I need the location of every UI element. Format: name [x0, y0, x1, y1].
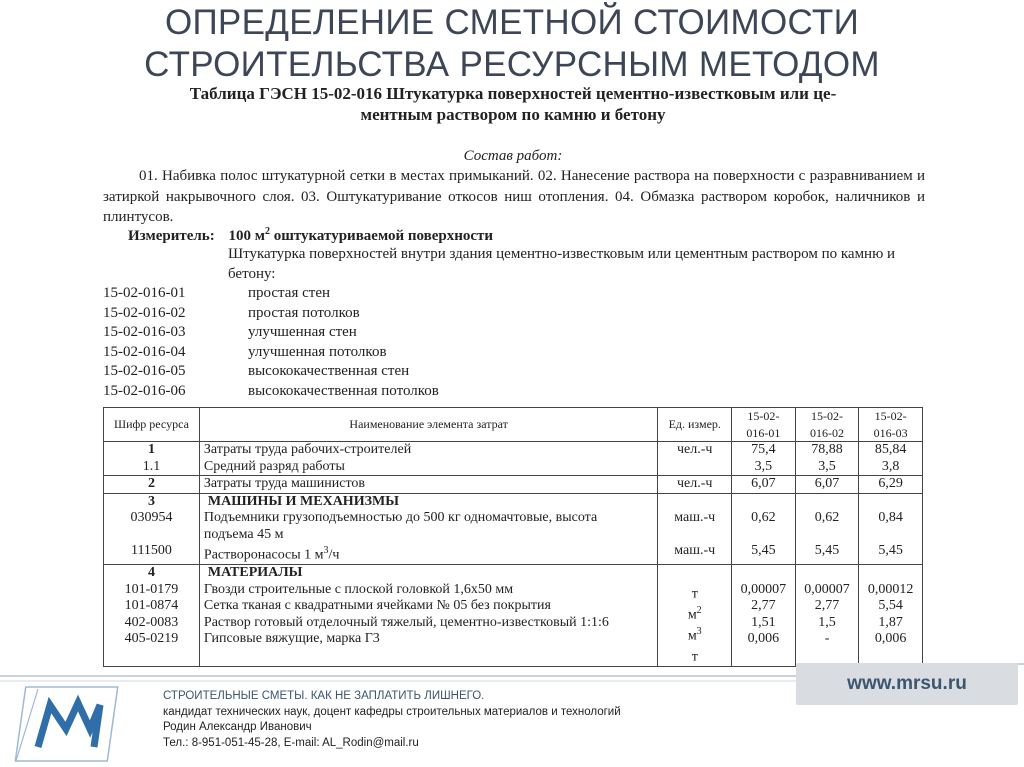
meter-line [128, 226, 493, 245]
value-line: 0,006 [874, 631, 907, 647]
code-desc: высококачественная потолков [248, 382, 439, 399]
name-text: Растворонасосы 1 м [203, 547, 324, 563]
header-col-1-line: 016-01 [746, 425, 781, 440]
meter-value [228, 228, 493, 244]
code-row [103, 304, 439, 324]
code-cell-line: 101-0874 [124, 598, 179, 614]
header-col-2-line: 15-02- [811, 409, 844, 423]
code-desc: высококачественная стен [248, 363, 410, 380]
header-col-1 [732, 408, 796, 442]
document-heading-line-1: Таблица ГЭСН 15-02-016 Штукатурка поверхностей цементно-известковым или це- [189, 84, 837, 103]
slide-title-line-1: ОПРЕДЕЛЕНИЕ СМЕТНОЙ СТОИМОСТИ [164, 3, 860, 42]
group-title: МАШИНЫ И МЕХАНИЗМЫ [207, 493, 399, 509]
unit-line [662, 494, 727, 511]
header-unit: Ед. измер. [658, 408, 732, 442]
intro-text: Штукатурка поверхностей внутри здания цементно-известковым или цементным раствором по камню и бетону: [228, 246, 896, 282]
value-line: 2,77 [751, 598, 776, 614]
unit-line [662, 527, 727, 544]
value-line: 0,00007 [804, 581, 850, 597]
header-col-3 [859, 408, 923, 442]
code-row [103, 343, 439, 363]
code-cell-line [108, 527, 195, 544]
row-value-1 [732, 493, 796, 565]
code-row [103, 382, 439, 402]
name-cell-line [204, 543, 653, 564]
unit-line: маш.-ч [674, 510, 716, 525]
row-value-1 [732, 442, 796, 476]
value-line: 5,45 [751, 543, 776, 558]
code-cell-line: 1 [147, 442, 155, 457]
header-col-2 [795, 408, 859, 442]
value-line: - [824, 631, 830, 647]
name-cell-line: Средний разряд работы [203, 458, 345, 474]
cost-table [103, 407, 923, 667]
document-heading-line-2: ментным раствором по камню и бетону [360, 105, 666, 124]
meter-value-sup: 2 [264, 226, 270, 237]
composition-title: Состав работ: [463, 148, 563, 164]
value-line: 5,54 [878, 598, 903, 614]
value-line [863, 527, 918, 544]
code: 15-02-016-04 [103, 343, 186, 360]
row-value-2 [795, 493, 859, 565]
code-desc: простая потолков [248, 304, 360, 321]
code: 15-02-016-03 [103, 324, 186, 341]
name-cell-line: подъема 45 м [203, 526, 284, 542]
website-link[interactable]: www.mrsu.ru [796, 663, 1018, 705]
code-cell-line: 3 [147, 493, 155, 509]
code-row [103, 323, 439, 343]
unit-sup: 2 [696, 604, 702, 616]
code: 15-02-016-06 [103, 382, 186, 399]
code-cell-line: 4 [147, 565, 155, 581]
footer-author-name: Родин Александр Иванович [163, 721, 312, 734]
row-value-3 [859, 442, 923, 476]
value-line: 2,77 [814, 598, 840, 614]
row-value-2 [795, 442, 859, 476]
code-cell-line: 405-0219 [124, 631, 179, 647]
meter-value-rest: оштукатуриваемой поверхности [269, 228, 494, 244]
name-cell-line: Раствор готовый отделочный тяжелый, цементно-известковый 1:1:6 [203, 614, 609, 630]
unit-line [662, 624, 727, 645]
value-line: 3,8 [881, 458, 900, 474]
header-name: Наименование элемента затрат [199, 408, 657, 442]
row-name [199, 442, 657, 476]
name-sup: 3 [323, 545, 329, 556]
value-line: 0,006 [747, 631, 780, 647]
value-line [736, 494, 791, 511]
value-line [736, 527, 791, 544]
university-logo-icon [8, 685, 138, 765]
code: 15-02-016-02 [103, 304, 186, 321]
value-line: 78,88 [811, 442, 843, 457]
unit-text: т [691, 586, 698, 602]
document-heading [103, 83, 923, 125]
value-line: 1,5 [818, 614, 836, 630]
meter-value-text: 100 м [228, 228, 265, 244]
header-code: Шифр ресурса [104, 408, 200, 442]
row-unit [658, 493, 732, 565]
row-unit: чел.-ч [658, 442, 732, 476]
value-line: 85,84 [874, 442, 907, 457]
row-unit [658, 565, 732, 667]
value-line: 5,45 [814, 543, 840, 558]
footer-contacts: Тел.: 8-951-051-45-28, E-mail: AL_Rodin@mail.ru [163, 736, 419, 749]
value-line: 0,62 [751, 510, 776, 525]
table-row [104, 565, 923, 667]
code-row [103, 362, 439, 382]
name-cell-line: Гипсовые вяжущие, марка Г3 [203, 631, 380, 647]
footer-author-block [163, 689, 621, 751]
table-row [104, 493, 923, 565]
code-cell-line: 030954 [130, 510, 173, 525]
value-line: 1,87 [878, 614, 903, 630]
code-list [103, 284, 439, 402]
row-code [104, 493, 200, 565]
value-line [800, 494, 855, 511]
row-name [199, 565, 657, 667]
header-col-3-line: 016-03 [873, 425, 908, 440]
row-value-2 [795, 565, 859, 667]
name-cell-line: Затраты труда рабочих-строителей [203, 442, 412, 457]
value-line: 0,00012 [867, 581, 914, 597]
header-col-2-line: 016-02 [810, 425, 845, 440]
unit-line [662, 565, 727, 582]
name-cell-line: Сетка тканая с квадратными ячейками № 05 без покрытия [203, 598, 551, 614]
table-row [104, 442, 923, 476]
header-col-3-line: 15-02- [874, 409, 907, 423]
footer-author-title: кандидат технических наук, доцент кафедры строительных материалов и технологий [163, 705, 621, 718]
value-line: 0,62 [814, 510, 840, 525]
value-line [800, 527, 855, 544]
slide-title-line-2: СТРОИТЕЛЬСТВА РЕСУРСНЫМ МЕТОДОМ [144, 45, 880, 84]
slide-title [0, 2, 1024, 86]
row-value-3: 6,29 [859, 476, 923, 494]
value-line: 0,84 [878, 510, 903, 525]
code: 15-02-016-01 [103, 285, 186, 301]
unit-line [662, 603, 727, 624]
meter-label: Измеритель: [128, 228, 215, 244]
value-line [863, 565, 918, 582]
name-cell-line: Подъемники грузоподъемностью до 500 кг одномачтовые, высота [203, 510, 598, 525]
row-code: 2 [104, 476, 200, 494]
value-line: 75,4 [751, 442, 776, 457]
group-title: МАТЕРИАЛЫ [207, 565, 303, 581]
row-code [104, 442, 200, 476]
row-value-1 [732, 565, 796, 667]
code-desc: простая стен [248, 285, 331, 301]
code: 15-02-016-05 [103, 363, 186, 380]
unit-line [662, 645, 727, 666]
row-value-3 [859, 565, 923, 667]
unit-text: т [691, 649, 698, 665]
code-row [103, 284, 439, 304]
unit-line: маш.-ч [674, 543, 716, 558]
value-line: 3,5 [818, 458, 836, 474]
code-cell-line: 1.1 [142, 458, 161, 474]
composition-body: 01. Набивка полос штукатурной сетки в местах примыканий. 02. Нанесение раствора на поверхности с разравниванием и затиркой накрывочного слоя. 03. Оштукатуривание откосов ниш отопления. 04. Обмазка раствором коробок, наличников и плинтусов. [103, 168, 925, 225]
value-line: 5,45 [878, 543, 903, 558]
row-unit: чел.-ч [658, 476, 732, 494]
code-desc: улучшенная потолков [248, 343, 387, 360]
row-name [199, 493, 657, 565]
value-line [800, 565, 855, 582]
row-value-3 [859, 493, 923, 565]
value-line [736, 565, 791, 582]
table-row [104, 476, 923, 494]
row-value-1: 6,07 [732, 476, 796, 494]
value-line: 3,5 [754, 458, 773, 474]
code-cell-line: 111500 [130, 543, 172, 558]
value-line: 1,51 [751, 614, 776, 630]
header-col-1-line: 15-02- [747, 409, 780, 423]
unit-line [662, 582, 727, 603]
code-desc: улучшенная стен [248, 324, 357, 341]
unit-text: м [687, 628, 697, 644]
table-header-row [104, 408, 923, 442]
footer-course-title: СТРОИТЕЛЬНЫЕ СМЕТЫ. КАК НЕ ЗАПЛАТИТЬ ЛИШНЕГО. [163, 690, 485, 702]
name-cell-line: Гвозди строительные с плоской головкой 1,6х50 мм [203, 581, 514, 597]
code-cell-line: 101-0179 [124, 581, 179, 597]
row-code [104, 565, 200, 667]
value-line: 0,00007 [740, 581, 787, 597]
unit-sup: 3 [696, 625, 702, 637]
value-line [863, 494, 918, 511]
code-cell-line: 402-0083 [124, 614, 179, 630]
row-name: Затраты труда машинистов [199, 476, 657, 494]
name-text: /ч [328, 547, 340, 563]
row-value-2: 6,07 [795, 476, 859, 494]
unit-text: м [687, 607, 697, 623]
